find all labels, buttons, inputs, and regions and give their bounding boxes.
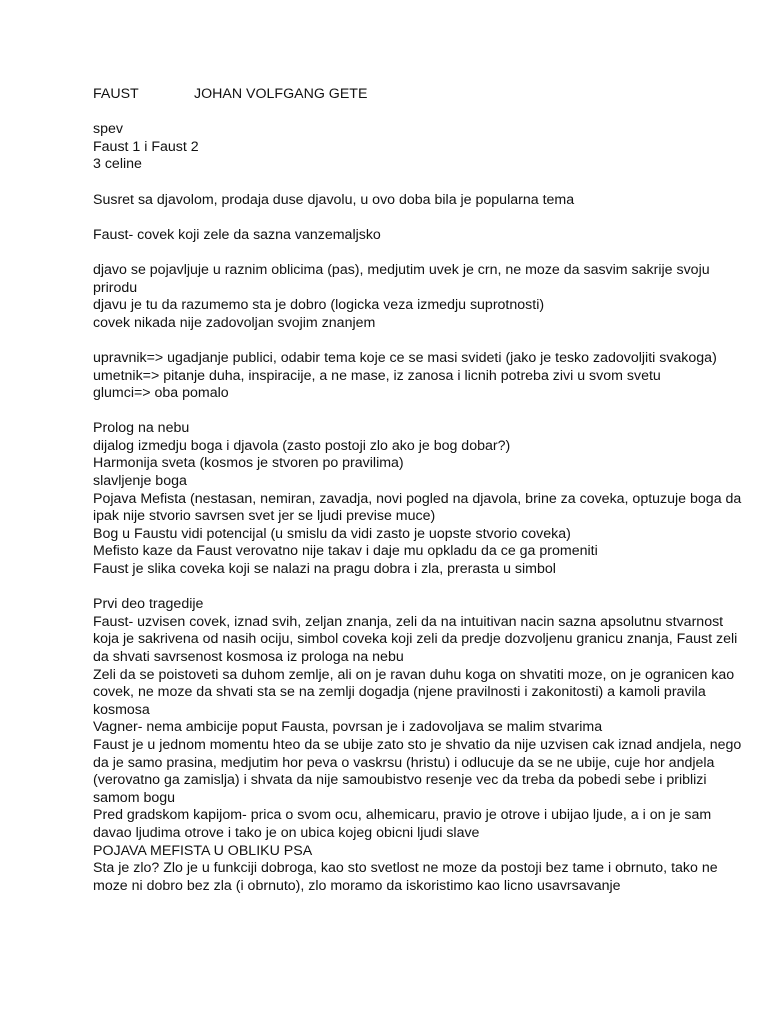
devil-paragraph: covek nikada nije zadovoljan svojim znanjem xyxy=(93,314,376,331)
role-paragraph: glumci=> oba pomalo xyxy=(93,385,229,402)
role-paragraph: upravnik=> ugadjanje publici, odabir tema koje ce se masi svideti (jako je tesko zadovoljiti svakoga) xyxy=(93,349,717,366)
intro-line: 3 celine xyxy=(93,156,142,173)
blank-line xyxy=(93,332,753,350)
blank-line xyxy=(93,244,753,262)
blank-line xyxy=(93,579,753,597)
prolog-paragraph: slavljenje boga xyxy=(93,473,187,490)
tragedy-paragraph: Zeli da se poistoveti sa duhom zemlje, ali on je ravan duhu koga on shvatiti moze, on je ogranicen kao covek, ne moze da shvati sta se na zemlji dogadja (njene pravilnosti i zakonitosti) a kamoli pravila kosmosa xyxy=(93,666,735,718)
document-header xyxy=(93,86,753,104)
intro-line: spev xyxy=(93,121,123,138)
prolog-paragraph: Bog u Faustu vidi potencijal (u smislu da vidi zasto je uopste stvorio coveka) xyxy=(93,525,571,542)
prolog-paragraph: Faust je slika coveka koji se nalazi na pragu dobra i zla, prerasta u simbol xyxy=(93,561,556,578)
tragedy-paragraph: Vagner- nema ambicije poput Fausta, povrsan je i zadovoljava se malim stvarima xyxy=(93,719,603,736)
section-heading-prolog: Prolog na nebu xyxy=(93,420,190,437)
theme-line: Susret sa djavolom, prodaja duse djavolu, u ovo doba bila je popularna tema xyxy=(93,191,575,208)
prolog-paragraph: Mefisto kaze da Faust verovatno nije takav i daje mu opkladu da ce ga promeniti xyxy=(93,543,598,560)
blank-line xyxy=(93,174,753,192)
section-heading-tragedy: Prvi deo tragedije xyxy=(93,596,204,613)
tragedy-paragraph: Pred gradskom kapijom- prica o svom ocu, alhemicaru, pravio je otrove i ubijao ljude, a i on je sam davao ljudima otrove i tako je on ubica kojeg obicni ljudi slave xyxy=(93,807,712,841)
intro-line: Faust 1 i Faust 2 xyxy=(93,138,199,155)
prolog-paragraph: Harmonija sveta (kosmos je stvoren po pravilima) xyxy=(93,455,404,472)
role-paragraph: umetnik=> pitanje duha, inspiracije, a ne mase, iz zanosa i licnih potreba zivi u svom svetu xyxy=(93,367,661,384)
blank-line xyxy=(93,209,753,227)
prolog-paragraph: dijalog izmedju boga i djavola (zasto postoji zlo ako je bog dobar?) xyxy=(93,437,511,454)
blank-line xyxy=(93,104,753,122)
prolog-paragraph: Pojava Mefista (nestasan, nemiran, zavadja, novi pogled na djavola, brine za coveka, optuzuje boga da ipak nije stvorio savrsen svet jer se ljudi previse muce) xyxy=(93,490,742,525)
document-page xyxy=(93,86,753,895)
work-title: FAUST xyxy=(93,86,139,102)
author-name: JOHAN VOLFGANG GETE xyxy=(194,86,368,102)
tragedy-paragraph: Sta je zlo? Zlo je u funkciji dobroga, kao sto svetlost ne moze da postoji bez tame i obrnuto, tako ne moze ni dobro bez zla (i obrnuto), zlo moramo da iskoristimo kao licno usavrsavanje xyxy=(93,860,718,894)
tragedy-heading-dog: POJAVA MEFISTA U OBLIKU PSA xyxy=(93,842,313,859)
devil-paragraph: djavo se pojavljuje u raznim oblicima (pas), medjutim uvek je crn, ne moze da sasvim sakrije svoju prirodu xyxy=(93,261,710,296)
devil-paragraph: djavu je tu da razumemo sta je dobro (logicka veza izmedju suprotnosti) xyxy=(93,297,545,314)
faust-definition: Faust- covek koji zele da sazna vanzemaljsko xyxy=(93,226,381,243)
tragedy-paragraph: Faust je u jednom momentu hteo da se ubije zato sto je shvatio da nije uzvisen cak iznad andjela, nego da je samo prasina, medjutim hor peva o vaskrsu (hristu) i odlucuje da se ne ubije, cuje hor andjela (verovatno ga zamislja) i shvata da nije samoubistvo resenje vec da treba da pobedi sebe i priblizi samom bogu xyxy=(93,736,742,806)
blank-line xyxy=(93,403,753,421)
tragedy-paragraph: Faust- uzvisen covek, iznad svih, zeljan znanja, zeli da na intuitivan nacin sazna apsolutnu stvarnost koja je sakrivena od nasih ociju, simbol coveka koji zeli da predje dozvoljenu granicu znanja, Faust zeli da shvati savrsenost kosmosa iz prologa na nebu xyxy=(93,613,738,665)
